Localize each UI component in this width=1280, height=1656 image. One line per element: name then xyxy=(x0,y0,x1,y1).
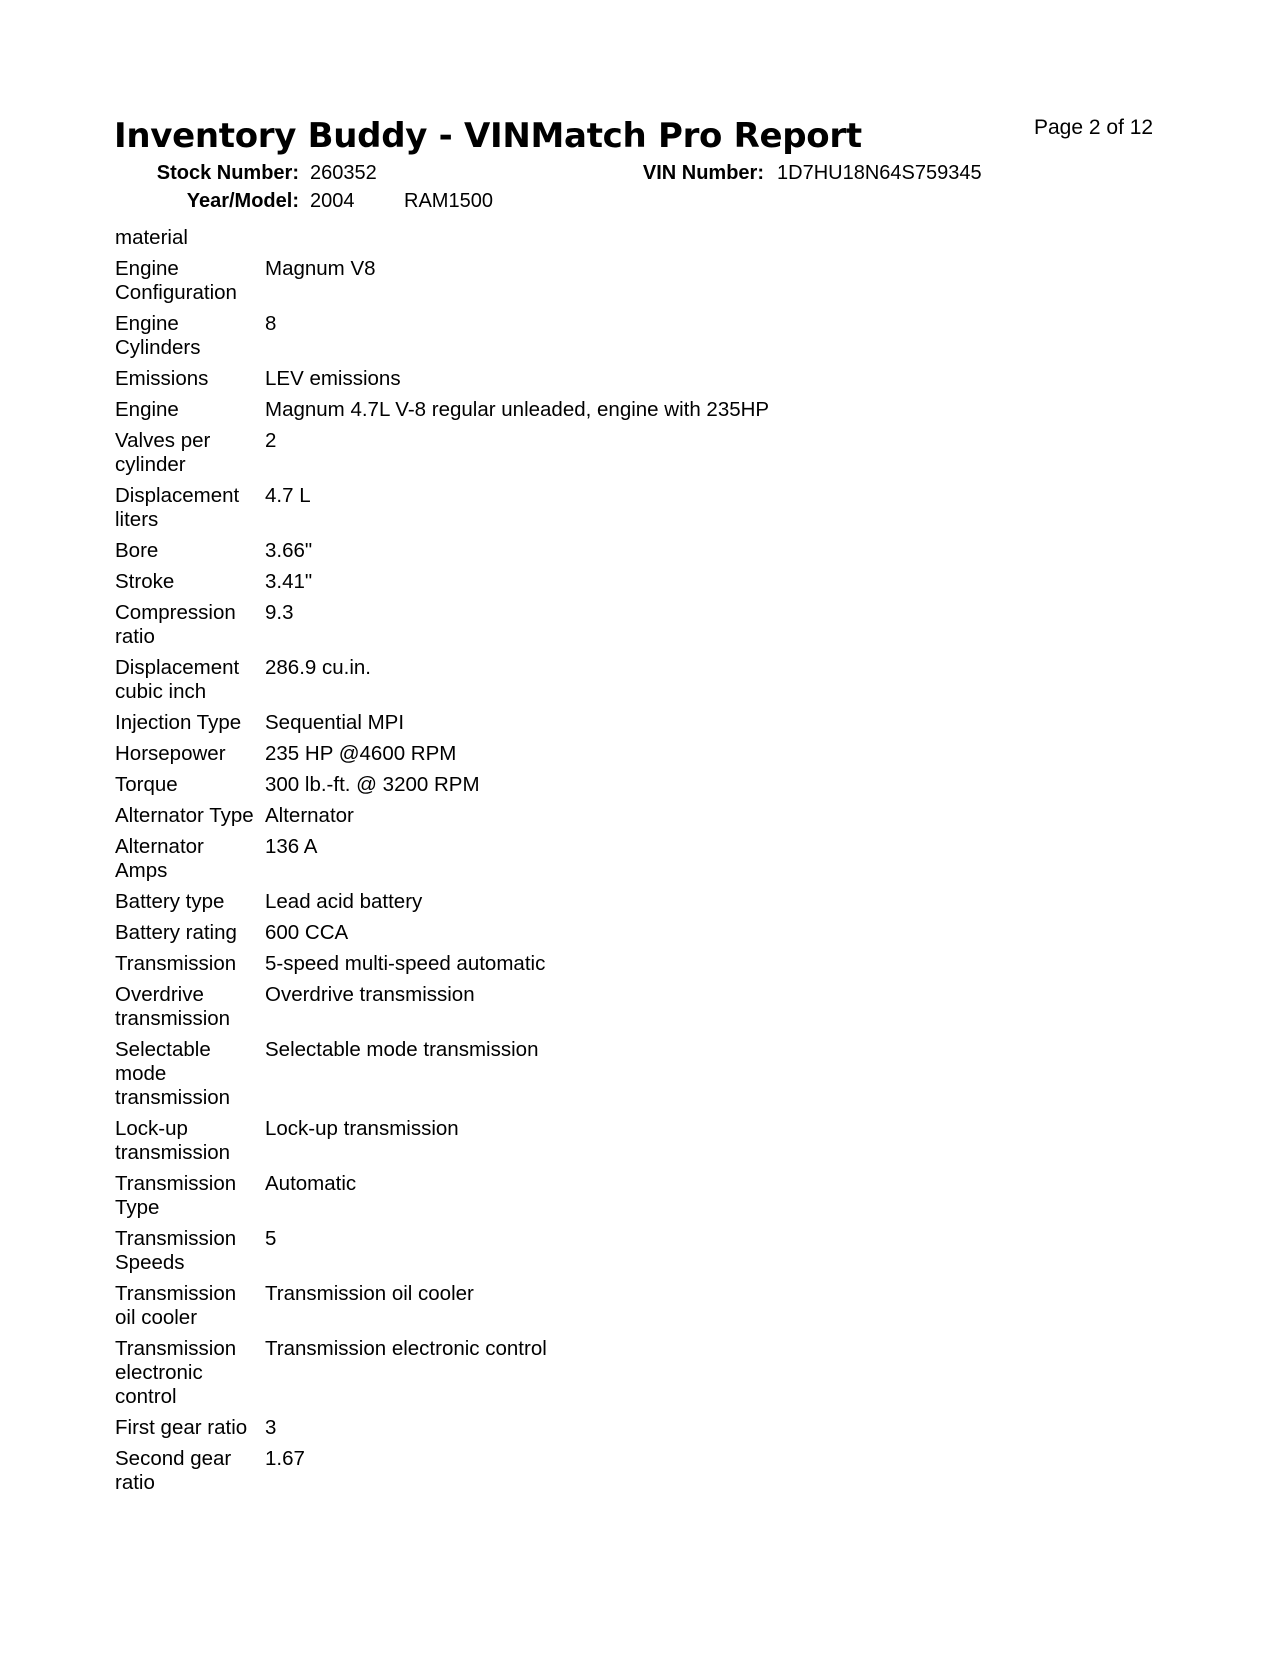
spec-value: Automatic xyxy=(265,1172,357,1195)
year-model-label: Year/Model: xyxy=(186,190,299,212)
spec-row xyxy=(115,257,875,305)
spec-row xyxy=(115,429,875,477)
stock-number-value: 260352 xyxy=(310,162,377,184)
spec-row xyxy=(115,742,875,766)
spec-value: 5-speed multi-speed automatic xyxy=(265,952,546,975)
spec-label: Emissions xyxy=(115,367,209,390)
spec-row xyxy=(115,398,875,422)
spec-row xyxy=(115,601,875,649)
spec-label: Stroke xyxy=(115,570,175,593)
spec-row xyxy=(115,711,875,735)
spec-label: Displacement liters xyxy=(115,484,240,531)
spec-row xyxy=(115,1416,875,1440)
spec-value: 1.67 xyxy=(265,1447,305,1470)
spec-value: 8 xyxy=(265,312,277,335)
spec-value: Overdrive transmission xyxy=(265,983,475,1006)
spec-row xyxy=(115,804,875,828)
spec-label: Valves per cylinder xyxy=(115,429,211,476)
model-value: RAM1500 xyxy=(404,190,493,212)
spec-row xyxy=(115,835,875,883)
spec-row xyxy=(115,539,875,563)
spec-label: Torque xyxy=(115,773,178,796)
spec-value: 3.66" xyxy=(265,539,313,562)
spec-value: Transmission oil cooler xyxy=(265,1282,474,1305)
spec-row xyxy=(115,1282,875,1330)
spec-row xyxy=(115,570,875,594)
spec-value: Selectable mode transmission xyxy=(265,1038,539,1061)
spec-row xyxy=(115,367,875,391)
spec-row xyxy=(115,773,875,797)
spec-row xyxy=(115,983,875,1031)
spec-value: 600 CCA xyxy=(265,921,349,944)
spec-label: Horsepower xyxy=(115,742,226,765)
spec-row xyxy=(115,484,875,532)
spec-label: First gear ratio xyxy=(115,1416,248,1439)
spec-value: LEV emissions xyxy=(265,367,401,390)
spec-row xyxy=(115,1172,875,1220)
spec-row xyxy=(115,921,875,945)
spec-label: Second gear ratio xyxy=(115,1447,232,1494)
spec-lead-text: material xyxy=(115,226,188,249)
year-value: 2004 xyxy=(310,190,355,212)
spec-label: Compression ratio xyxy=(115,601,236,648)
spec-label: Transmission oil cooler xyxy=(115,1282,237,1329)
spec-value: Lead acid battery xyxy=(265,890,423,913)
spec-value: 9.3 xyxy=(265,601,294,624)
spec-label: Lock-up transmission xyxy=(115,1117,231,1164)
spec-row xyxy=(115,1337,875,1409)
spec-label: Bore xyxy=(115,539,159,562)
spec-value: 3 xyxy=(265,1416,277,1439)
spec-row xyxy=(115,890,875,914)
spec-rows xyxy=(115,257,875,1495)
spec-row xyxy=(115,312,875,360)
spec-value: Alternator xyxy=(265,804,354,827)
spec-row xyxy=(115,952,875,976)
spec-row xyxy=(115,1447,875,1495)
spec-value: 2 xyxy=(265,429,277,452)
spec-label: Overdrive transmission xyxy=(115,983,231,1030)
spec-row xyxy=(115,1038,875,1110)
vin-number-value: 1D7HU18N64S759345 xyxy=(777,162,982,184)
vin-number-label: VIN Number: xyxy=(642,162,764,184)
spec-label: Battery rating xyxy=(115,921,237,944)
spec-value: 4.7 L xyxy=(265,484,311,507)
spec-value: Transmission electronic control xyxy=(265,1337,547,1360)
spec-label: Injection Type xyxy=(115,711,242,734)
spec-value: 286.9 cu.in. xyxy=(265,656,371,679)
spec-table xyxy=(115,226,875,1502)
spec-value: 136 A xyxy=(265,835,318,858)
spec-label: Alternator Type xyxy=(115,804,254,827)
spec-value: 5 xyxy=(265,1227,277,1250)
spec-label: Selectable mode transmission xyxy=(115,1038,231,1109)
spec-value: Sequential MPI xyxy=(265,711,405,734)
report-title: Inventory Buddy - VINMatch Pro Report xyxy=(114,116,862,156)
spec-label: Alternator Amps xyxy=(115,835,204,882)
spec-value: Magnum V8 xyxy=(265,257,376,280)
spec-label: Engine xyxy=(115,398,179,421)
spec-label: Transmission Type xyxy=(115,1172,237,1219)
spec-row xyxy=(115,1227,875,1275)
spec-value: Magnum 4.7L V-8 regular unleaded, engine with 235HP xyxy=(265,398,770,421)
spec-label: Displacement cubic inch xyxy=(115,656,240,703)
spec-label: Transmission Speeds xyxy=(115,1227,237,1274)
spec-label: Engine Configuration xyxy=(115,257,237,304)
spec-label: Transmission xyxy=(115,952,237,975)
page-number: Page 2 of 12 xyxy=(1034,116,1154,139)
spec-value: 3.41" xyxy=(265,570,313,593)
spec-row xyxy=(115,656,875,704)
spec-value: 235 HP @4600 RPM xyxy=(265,742,457,765)
spec-label: Battery type xyxy=(115,890,225,913)
spec-value: 300 lb.-ft. @ 3200 RPM xyxy=(265,773,480,796)
spec-row xyxy=(115,1117,875,1165)
spec-label: Engine Cylinders xyxy=(115,312,201,359)
spec-label: Transmission electronic control xyxy=(115,1337,237,1408)
spec-value: Lock-up transmission xyxy=(265,1117,459,1140)
stock-number-label: Stock Number: xyxy=(156,162,299,184)
